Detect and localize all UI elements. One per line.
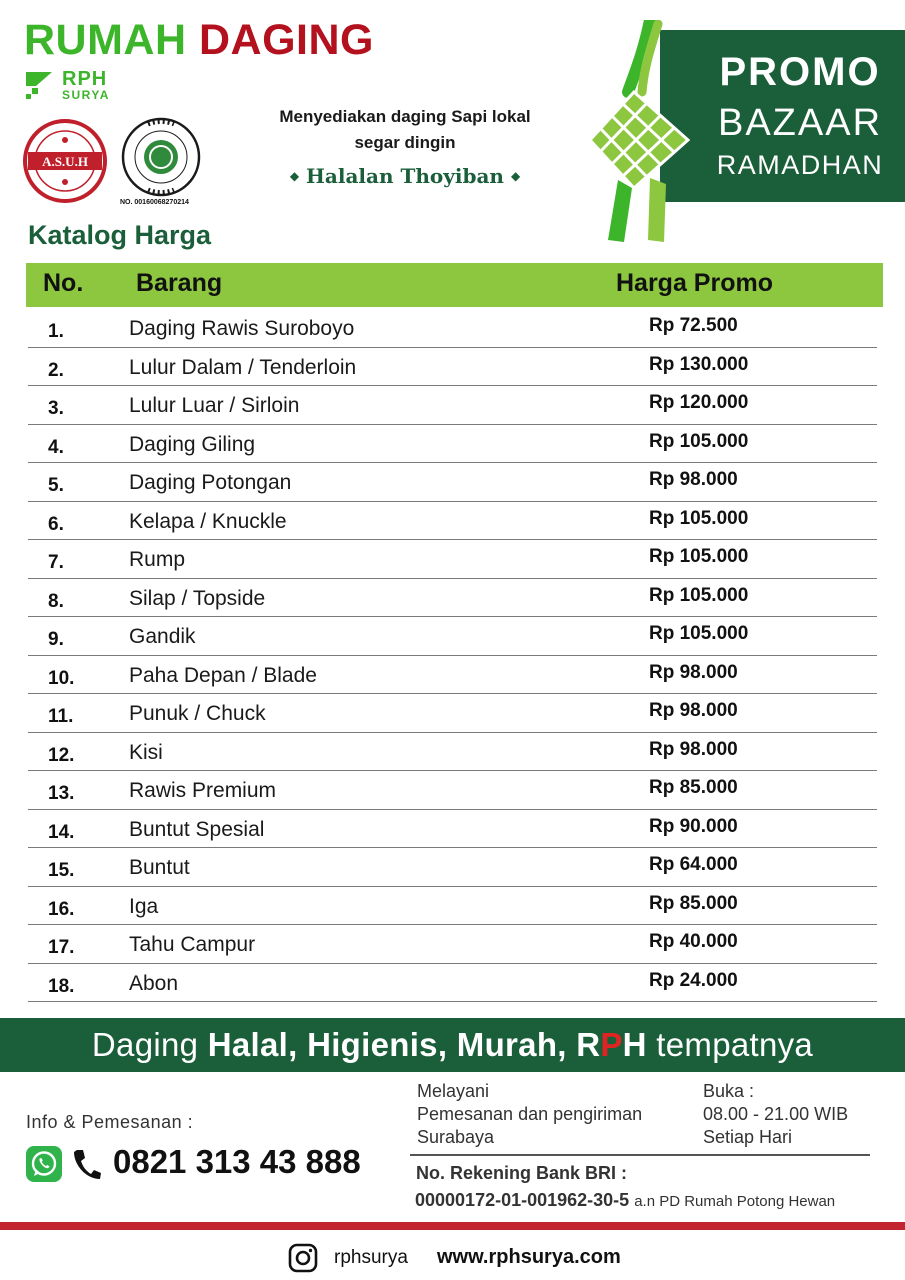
row-item: Kisi <box>129 740 163 764</box>
rph-logo-text: RPH <box>62 68 108 90</box>
service-line2: Pemesanan dan pengiriman <box>417 1104 643 1124</box>
table-row <box>28 463 877 502</box>
phone-icon <box>72 1148 102 1180</box>
table-row <box>28 656 877 695</box>
row-item: Punuk / Chuck <box>129 702 266 725</box>
row-item: Paha Depan / Blade <box>129 663 317 687</box>
table-row <box>28 386 877 425</box>
table-row <box>28 617 877 656</box>
row-item: Rump <box>129 548 186 571</box>
row-price: Rp 130.000 <box>649 353 749 375</box>
row-number: 11. <box>48 706 74 727</box>
website-link[interactable]: www.rphsurya.com <box>437 1246 621 1268</box>
row-item: Iga <box>129 894 159 918</box>
phone-number: 0821 313 43 888 <box>113 1143 361 1180</box>
row-number: 1. <box>48 321 64 342</box>
row-price: Rp 105.000 <box>649 623 749 644</box>
tagline-line2: segar dingin <box>354 133 456 152</box>
row-number: 5. <box>48 475 64 496</box>
row-number: 17. <box>48 937 75 958</box>
row-item: Tahu Campur <box>129 933 256 956</box>
row-price: Rp 105.000 <box>649 584 749 606</box>
bank-account-number: 00000172-01-001962-30-5 <box>415 1190 630 1210</box>
row-price: Rp 105.000 <box>649 430 749 452</box>
row-number: 14. <box>48 821 75 843</box>
row-number: 6. <box>48 513 64 535</box>
slogan-band <box>0 1018 905 1072</box>
row-price: Rp 98.000 <box>649 469 738 490</box>
row-item: Silap / Topside <box>129 586 266 610</box>
row-item: Buntut <box>129 856 190 879</box>
open-line1: Buka : <box>703 1081 755 1101</box>
table-row <box>28 579 877 618</box>
row-number: 10. <box>48 667 75 689</box>
slogan-word-tempatnya: tempatnya <box>656 1026 814 1063</box>
service-line3: Surabaya <box>417 1127 495 1147</box>
service-line1: Melayani <box>417 1081 490 1101</box>
row-price: Rp 98.000 <box>649 661 738 683</box>
row-number: 18. <box>48 975 75 997</box>
row-number: 9. <box>48 629 64 650</box>
open-line2: 08.00 - 21.00 WIB <box>703 1104 849 1124</box>
bank-title: No. Rekening Bank BRI : <box>416 1163 628 1183</box>
row-item: Daging Rawis Suroboyo <box>129 317 355 340</box>
tagline-line1: Menyediakan daging Sapi lokal <box>279 107 531 126</box>
table-row <box>28 425 877 464</box>
column-header-price: Harga Promo <box>616 269 773 297</box>
row-number: 7. <box>48 552 64 573</box>
table-row <box>28 887 877 926</box>
row-item: Rawis Premium <box>129 779 277 802</box>
row-price: Rp 72.500 <box>649 315 738 336</box>
table-row <box>28 733 877 772</box>
slogan-word-higienis: Higienis, <box>307 1026 448 1063</box>
info-divider <box>410 1154 870 1156</box>
table-header <box>26 263 883 307</box>
column-header-no: No. <box>43 269 84 297</box>
table-row <box>28 848 877 887</box>
rph-surya-logo <box>24 70 134 106</box>
promo-line1: PROMO <box>719 50 881 94</box>
row-price: Rp 105.000 <box>649 507 749 529</box>
instagram-icon <box>288 1243 318 1273</box>
slogan-rph-h: H <box>622 1026 647 1063</box>
halalan-thoyiban <box>220 164 590 188</box>
price-table <box>28 309 877 1002</box>
row-price: Rp 90.000 <box>649 815 738 837</box>
column-header-item: Barang <box>136 269 223 297</box>
asuh-seal-label: A.S.U.H <box>42 154 88 169</box>
bank-account <box>415 1190 835 1211</box>
row-price: Rp 120.000 <box>649 392 749 413</box>
bank-account-owner: a.n PD Rumah Potong Hewan <box>634 1193 836 1210</box>
row-number: 13. <box>48 783 75 804</box>
row-price: Rp 40.000 <box>649 931 738 952</box>
row-number: 16. <box>48 898 75 920</box>
row-item: Lulur Dalam / Tenderloin <box>129 355 357 379</box>
row-price: Rp 105.000 <box>649 546 749 567</box>
mui-halal-seal-icon <box>118 116 204 198</box>
halalan-thoyiban-text: Halalan Thoyiban <box>306 164 504 188</box>
diamond-right-icon: ◆ <box>510 169 521 183</box>
asuh-seal-icon <box>22 118 108 204</box>
row-price: Rp 85.000 <box>649 892 738 914</box>
row-price: Rp 64.000 <box>649 854 738 875</box>
slogan-rph-p: P <box>600 1026 623 1063</box>
table-row <box>28 540 877 579</box>
mui-certificate-number: NO. 00160068270214 <box>120 199 189 206</box>
catalog-title: Katalog Harga <box>28 220 212 250</box>
opening-hours <box>703 1080 848 1149</box>
row-item: Daging Potongan <box>129 471 292 494</box>
row-price: Rp 98.000 <box>649 700 738 721</box>
slogan-word-murah: Murah, <box>456 1026 567 1063</box>
row-number: 12. <box>48 744 75 766</box>
table-row <box>28 810 877 849</box>
row-item: Buntut Spesial <box>129 817 265 841</box>
whatsapp-icon <box>26 1146 62 1182</box>
instagram-handle[interactable]: rphsurya <box>334 1247 408 1268</box>
row-number: 2. <box>48 359 64 381</box>
open-line3: Setiap Hari <box>703 1127 793 1147</box>
slogan-word-halal: Halal, <box>207 1026 298 1063</box>
row-item: Lulur Luar / Sirloin <box>129 394 300 417</box>
promo-line2: BAZAAR <box>717 102 883 144</box>
brand-title-part2: DAGING <box>199 16 374 64</box>
row-price: Rp 85.000 <box>649 777 738 798</box>
row-item: Kelapa / Knuckle <box>129 509 287 533</box>
rph-logo-mark-icon <box>26 72 52 102</box>
footer-red-line <box>0 1222 905 1230</box>
table-row <box>28 925 877 964</box>
promo-line3: RAMADHAN <box>716 150 884 180</box>
brand-title <box>24 16 374 65</box>
brand-title-part1: RUMAH <box>24 16 187 64</box>
surya-logo-text: SURYA <box>62 88 110 102</box>
slogan-word-daging: Daging <box>91 1026 199 1063</box>
row-number: 4. <box>48 436 64 458</box>
slogan-rph-r: R <box>576 1026 601 1063</box>
row-number: 8. <box>48 590 64 612</box>
row-price: Rp 98.000 <box>649 738 738 760</box>
table-row <box>28 964 877 1003</box>
row-item: Gandik <box>129 625 196 648</box>
slogan-rph <box>576 1026 647 1063</box>
row-item: Daging Giling <box>129 432 256 456</box>
ketupat-icon <box>588 20 708 242</box>
row-number: 3. <box>48 398 64 419</box>
table-row <box>28 502 877 541</box>
tagline <box>220 104 590 156</box>
service-info <box>417 1080 642 1149</box>
row-price: Rp 24.000 <box>649 969 738 991</box>
diamond-left-icon: ◆ <box>289 169 300 183</box>
table-row <box>28 771 877 810</box>
table-row <box>28 309 877 348</box>
row-item: Abon <box>129 971 179 995</box>
table-row <box>28 348 877 387</box>
table-row <box>28 694 877 733</box>
row-number: 15. <box>48 860 75 881</box>
info-label: Info & Pemesanan : <box>26 1112 194 1132</box>
